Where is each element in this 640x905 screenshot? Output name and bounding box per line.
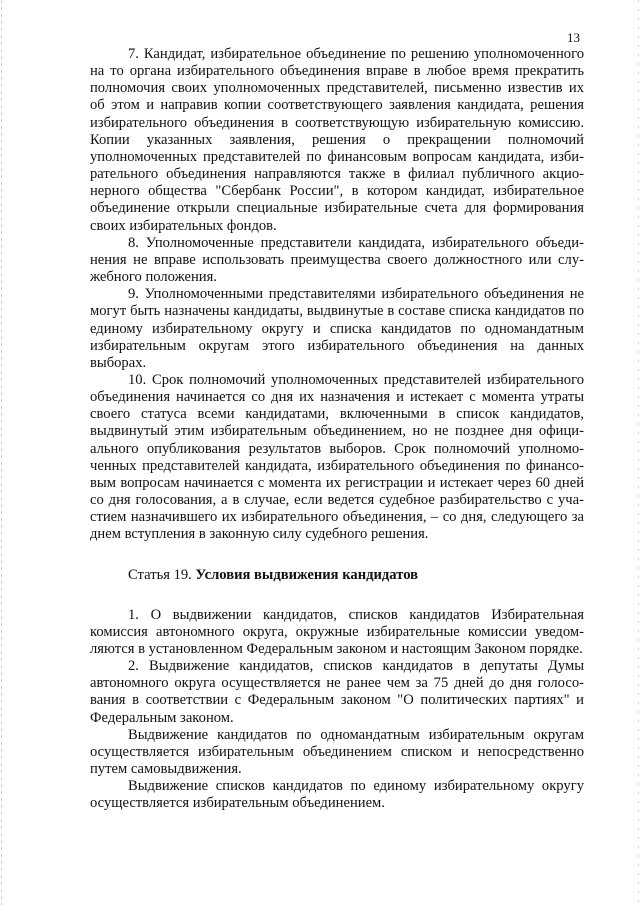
paragraph-9: 9. Уполномоченными представителями избирательного объединения не могут быть назначены кандидаты, выдвинутые в составе списка кандидатов по единому избирательному округу и списка кандидатов по одномандатным избирательным округам этого избирательного объединения на данных выборах. [90,286,584,371]
paragraph-8: 8. Уполномоченные представители кандидата, избирательного объединения не вправе использовать преимущества своего должностного или служебного положения. [90,234,584,286]
article-prefix: Статья 19. [128,566,196,583]
page-number: 13 [567,30,580,45]
article-heading [90,567,584,584]
paragraph-10: 10. Срок полномочий уполномоченных представителей избирательного объединения начинается со дня их назначения и истекает с момента утраты своего статуса всеми кандидатами, включенными в список кандидатов, выдвинутый этим избирательным объединением, но не позднее дня официального опубликования результатов выборов. Срок полномочий уполномоченных представителей кандидата, избирательного объединения по финансовым вопросам начинается с момента их регистрации и истекает через 60 дней со дня голосования, а в случае, если ведется судебное разбирательство с участием назначившего их избирательного объединения, – со дня, следующего за днем вступления в законную силу судебного решения. [90,371,584,543]
paragraph-7: 7. Кандидат, избирательное объединение по решению уполномоченного на то органа избирательного объединения вправе в любое время прекратить полномочия своих уполномоченных представителей, письменно известив их об этом и направив копии соответствующего заявления кандидата, решения избирательного объединения в соответствующую избирательную комиссию. Копии указанных заявления, решения о прекращении полномочий уполномоченных представителей по финансовым вопросам кандидата, избирательного объединения направляются также в филиал публичного акционерного общества "Сбербанк России", в котором кандидат, избирательное объединение открыли специальные избирательные счета для формирования своих избирательных фондов. [90,46,584,234]
scan-edge-right [638,0,639,905]
scan-edge-left [1,0,2,905]
article-19-paragraph-4: Выдвижение списков кандидатов по единому избирательному округу осуществляется избирательным объединением. [90,778,584,812]
article-19-paragraph-1: 1. О выдвижении кандидатов, списков кандидатов Избирательная комиссия автономного округа, окружные избирательные комиссии уведомляются в установленном Федеральным законом и настоящим Законом порядке. [90,606,584,657]
article-19-paragraph-3: Выдвижение кандидатов по одномандатным избирательным округам осуществляется избирательным объединением списком и непосредственно путем самовыдвижения. [90,726,584,778]
article-title: Условия выдвижения кандидатов [195,566,419,583]
article-19-paragraph-2: 2. Выдвижение кандидатов, списков кандидатов в депутаты Думы автономного округа осуществляется не ранее чем за 75 дней до дня голосования в соответствии с Федеральным законом "О политических партиях" и Федеральным законом. [90,658,584,726]
document-body [90,46,584,813]
